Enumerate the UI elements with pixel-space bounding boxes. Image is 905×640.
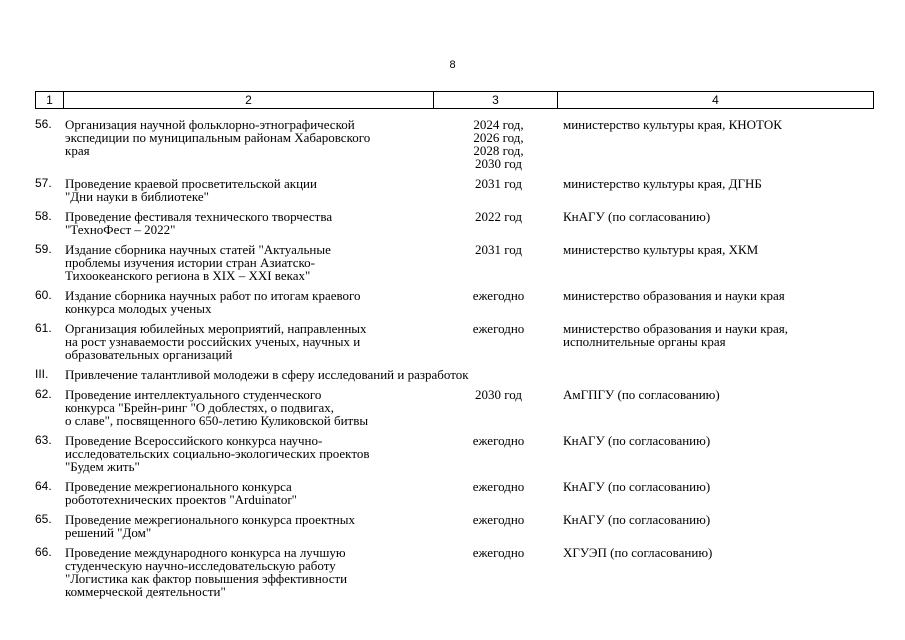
table-row: [35, 177, 874, 203]
table-row: [35, 546, 874, 598]
row-deadline: 2031 год: [475, 176, 522, 191]
row-activity: Проведение краевой просветительской акции "Дни науки в библиотеке": [65, 176, 317, 204]
row-deadline: ежегодно: [472, 479, 525, 494]
table-row: [35, 480, 874, 506]
row-executor: ХГУЭП (по согласованию): [563, 545, 713, 560]
row-number: 58.: [35, 209, 52, 223]
row-deadline: 2024 год, 2026 год, 2028 год, 2030 год: [473, 117, 524, 171]
row-activity: Проведение межрегионального конкурса робототехнических проектов "Arduinator": [65, 479, 297, 507]
row-executor: министерство культуры края, КНОТОК: [563, 117, 782, 132]
row-activity: Проведение межрегионального конкурса проектных решений "Дом": [65, 512, 355, 540]
row-activity: Издание сборника научных статей "Актуальные проблемы изучения истории стран Азиатско- Тихоокеанского региона в XIX – XXI веках": [65, 242, 331, 283]
row-deadline: ежегодно: [472, 321, 525, 336]
table-header: [35, 91, 874, 109]
header-col-3: 3: [434, 92, 558, 108]
row-executor: КнАГУ (по согласованию): [563, 209, 711, 224]
row-executor: АмГПГУ (по согласованию): [563, 387, 720, 402]
row-number: 57.: [35, 176, 52, 190]
row-activity: Организация научной фольклорно-этнографической экспедиции по муниципальным районам Хабаровского края: [65, 117, 371, 158]
header-col-2: 2: [64, 92, 434, 108]
row-executor: КнАГУ (по согласованию): [563, 433, 711, 448]
row-number: 62.: [35, 387, 52, 401]
row-number: 60.: [35, 288, 52, 302]
row-activity: Издание сборника научных работ по итогам краевого конкурса молодых ученых: [65, 288, 361, 316]
row-activity: Проведение фестиваля технического творчества "ТехноФест – 2022": [65, 209, 333, 237]
row-executor: министерство культуры края, ХКМ: [563, 242, 759, 257]
header-col-1: 1: [36, 92, 64, 108]
row-number: 65.: [35, 512, 52, 526]
row-number: 61.: [35, 321, 52, 335]
table-row: [35, 243, 874, 282]
table-row: [35, 513, 874, 539]
table-body: [35, 118, 874, 605]
row-executor: КнАГУ (по согласованию): [563, 479, 711, 494]
header-col-4: 4: [712, 93, 719, 107]
table-row: [35, 118, 874, 170]
table-row: [35, 322, 874, 361]
row-number: 63.: [35, 433, 52, 447]
row-activity: Проведение Всероссийского конкурса научно- исследовательских социально-экологических проектов "Будем жить": [65, 433, 370, 474]
row-activity: Организация юбилейных мероприятий, направленных на рост узнаваемости российских ученых, научных и образовательных организаций: [65, 321, 367, 362]
row-activity: Проведение интеллектуального студенческого конкурса "Брейн-ринг "О доблестях, о подвигах, о славе", посвященного 650-летию Куликовской битвы: [65, 387, 369, 428]
section-number: III.: [35, 367, 49, 381]
section-title: Привлечение талантливой молодежи в сферу исследований и разработок: [65, 367, 469, 382]
row-deadline: 2022 год: [475, 209, 522, 224]
row-executor: КнАГУ (по согласованию): [563, 512, 711, 527]
row-executor: министерство образования и науки края, исполнительные органы края: [563, 321, 789, 349]
row-activity: Проведение международного конкурса на лучшую студенческую научно-исследовательскую работу "Логистика как фактор повышения эффективности коммерческой деятельности": [65, 545, 348, 599]
row-deadline: 2030 год: [475, 387, 522, 402]
table-row: [35, 210, 874, 236]
row-deadline: ежегодно: [472, 433, 525, 448]
table-row: [35, 388, 874, 427]
section-heading-row: [35, 368, 874, 381]
row-executor: министерство образования и науки края: [563, 288, 785, 303]
row-deadline: ежегодно: [472, 512, 525, 527]
row-deadline: ежегодно: [472, 545, 525, 560]
row-number: 56.: [35, 117, 52, 131]
row-number: 66.: [35, 545, 52, 559]
row-executor: министерство культуры края, ДГНБ: [563, 176, 762, 191]
row-number: 59.: [35, 242, 52, 256]
table-row: [35, 289, 874, 315]
row-deadline: 2031 год: [475, 242, 522, 257]
row-deadline: ежегодно: [472, 288, 525, 303]
row-number: 64.: [35, 479, 52, 493]
page-number: 8: [449, 59, 456, 71]
table-row: [35, 434, 874, 473]
